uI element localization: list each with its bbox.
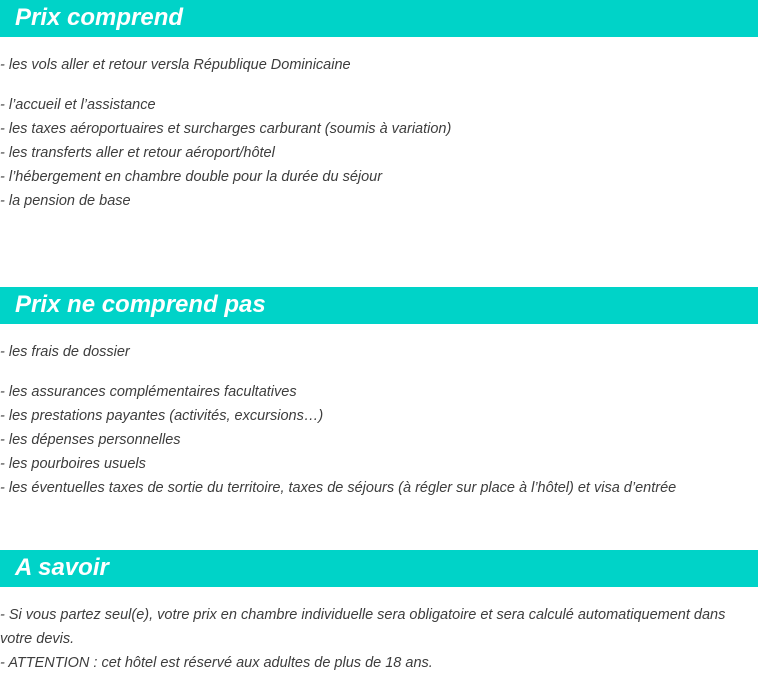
list-item: - les vols aller et retour versla République Dominicaine [0,57,351,73]
section-header-prix-comprend [0,0,758,37]
list-item: - la pension de base [0,193,131,209]
section-header-a-savoir [0,550,758,587]
list-item: - l’accueil et l’assistance [0,97,156,113]
list-item: - les éventuelles taxes de sortie du territoire, taxes de séjours (à régler sur place à l’hôtel) et visa d’entrée [0,480,677,496]
section-title: Prix ne comprend pas [15,291,266,318]
list-item: - ATTENTION : cet hôtel est réservé aux adultes de plus de 18 ans. [0,655,433,671]
list-item: - les dépenses personnelles [0,432,181,448]
section-header-prix-ne-comprend-pas [0,287,758,324]
list-item: - les pourboires usuels [0,456,146,472]
list-item: - Si vous partez seul(e), votre prix en chambre individuelle sera obligatoire et sera calculé automatiquement dans votre devis. [0,607,726,647]
list-item: - les frais de dossier [0,344,130,360]
section-title: Prix comprend [15,4,184,31]
list-item: - l’hébergement en chambre double pour la durée du séjour [0,169,383,185]
list-item: - les taxes aéroportuaires et surcharges carburant (soumis à variation) [0,121,452,137]
list-item: - les assurances complémentaires facultatives [0,384,297,400]
section-title: A savoir [15,554,109,581]
list-item: - les prestations payantes (activités, excursions…) [0,408,324,424]
list-item: - les transferts aller et retour aéroport/hôtel [0,145,275,161]
